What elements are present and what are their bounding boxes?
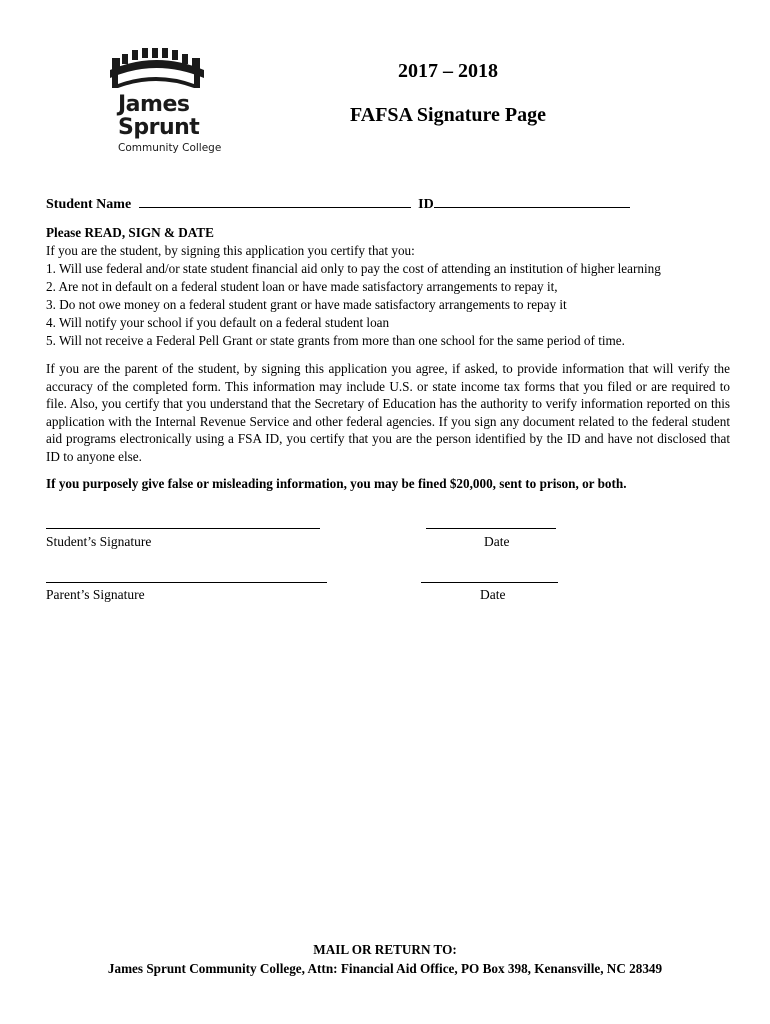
student-name-field[interactable] <box>139 195 411 208</box>
certification-section <box>46 224 730 350</box>
certification-item: 3. Do not owe money on a federal student grant or have made satisfactory arrangements to repay it <box>46 297 567 312</box>
student-date-line[interactable] <box>426 528 556 529</box>
student-name-label: Student Name <box>46 197 132 212</box>
certification-item: 4. Will notify your school if you default on a federal student loan <box>46 315 390 330</box>
certification-item: 2. Are not in default on a federal student loan or have made satisfactory arrangements to repay it, <box>46 279 558 294</box>
instructions-intro: If you are the student, by signing this application you certify that you: <box>46 243 415 258</box>
castle-bridge-icon <box>108 44 208 92</box>
student-date-label: Date <box>484 534 510 549</box>
student-info-row <box>46 195 630 213</box>
mail-return-address: James Sprunt Community College, Attn: Financial Aid Office, PO Box 398, Kenansville, NC 28349 <box>107 961 663 976</box>
penalty-warning: If you purposely give false or misleading information, you may be fined $20,000, sent to prison, or both. <box>46 476 627 491</box>
document-title: FAFSA Signature Page <box>350 104 546 126</box>
parent-signature-line[interactable] <box>46 582 327 583</box>
logo-text-sprunt: Sprunt <box>118 115 200 140</box>
logo-text-james: James <box>118 92 190 117</box>
parent-date-label: Date <box>480 587 506 602</box>
instructions-heading: Please READ, SIGN & DATE <box>46 225 214 240</box>
student-id-field[interactable] <box>434 195 630 208</box>
student-id-label: ID <box>418 197 434 212</box>
logo-subtitle: Community College <box>118 142 222 154</box>
certification-item: 5. Will not receive a Federal Pell Grant or state grants from more than one school for the same period of time. <box>46 333 625 348</box>
mail-return-heading: MAIL OR RETURN TO: <box>313 942 457 957</box>
student-signature-label: Student’s Signature <box>46 534 152 549</box>
parent-certification-paragraph: If you are the parent of the student, by signing this application you agree, if asked, to provide information that will verify the accuracy of the completed form. This information may include U.S. or state income tax forms that you filed or are required to file. Also, you certify that you understand that the Secretary of Education has the authority to verify information reported on this application with the Internal Revenue Service and other federal agencies. If you sign any document related to the federal student aid programs electronically using a FSA ID, you certify that you are the person identified by the ID and have not disclosed that ID to anyone else. <box>46 361 730 464</box>
document-year-range: 2017 – 2018 <box>398 60 498 82</box>
parent-signature-label: Parent’s Signature <box>46 587 145 602</box>
certification-item: 1. Will use federal and/or state student financial aid only to pay the cost of attending an institution of higher learning <box>46 261 661 276</box>
student-signature-line[interactable] <box>46 528 320 529</box>
parent-date-line[interactable] <box>421 582 558 583</box>
college-logo <box>108 44 222 160</box>
